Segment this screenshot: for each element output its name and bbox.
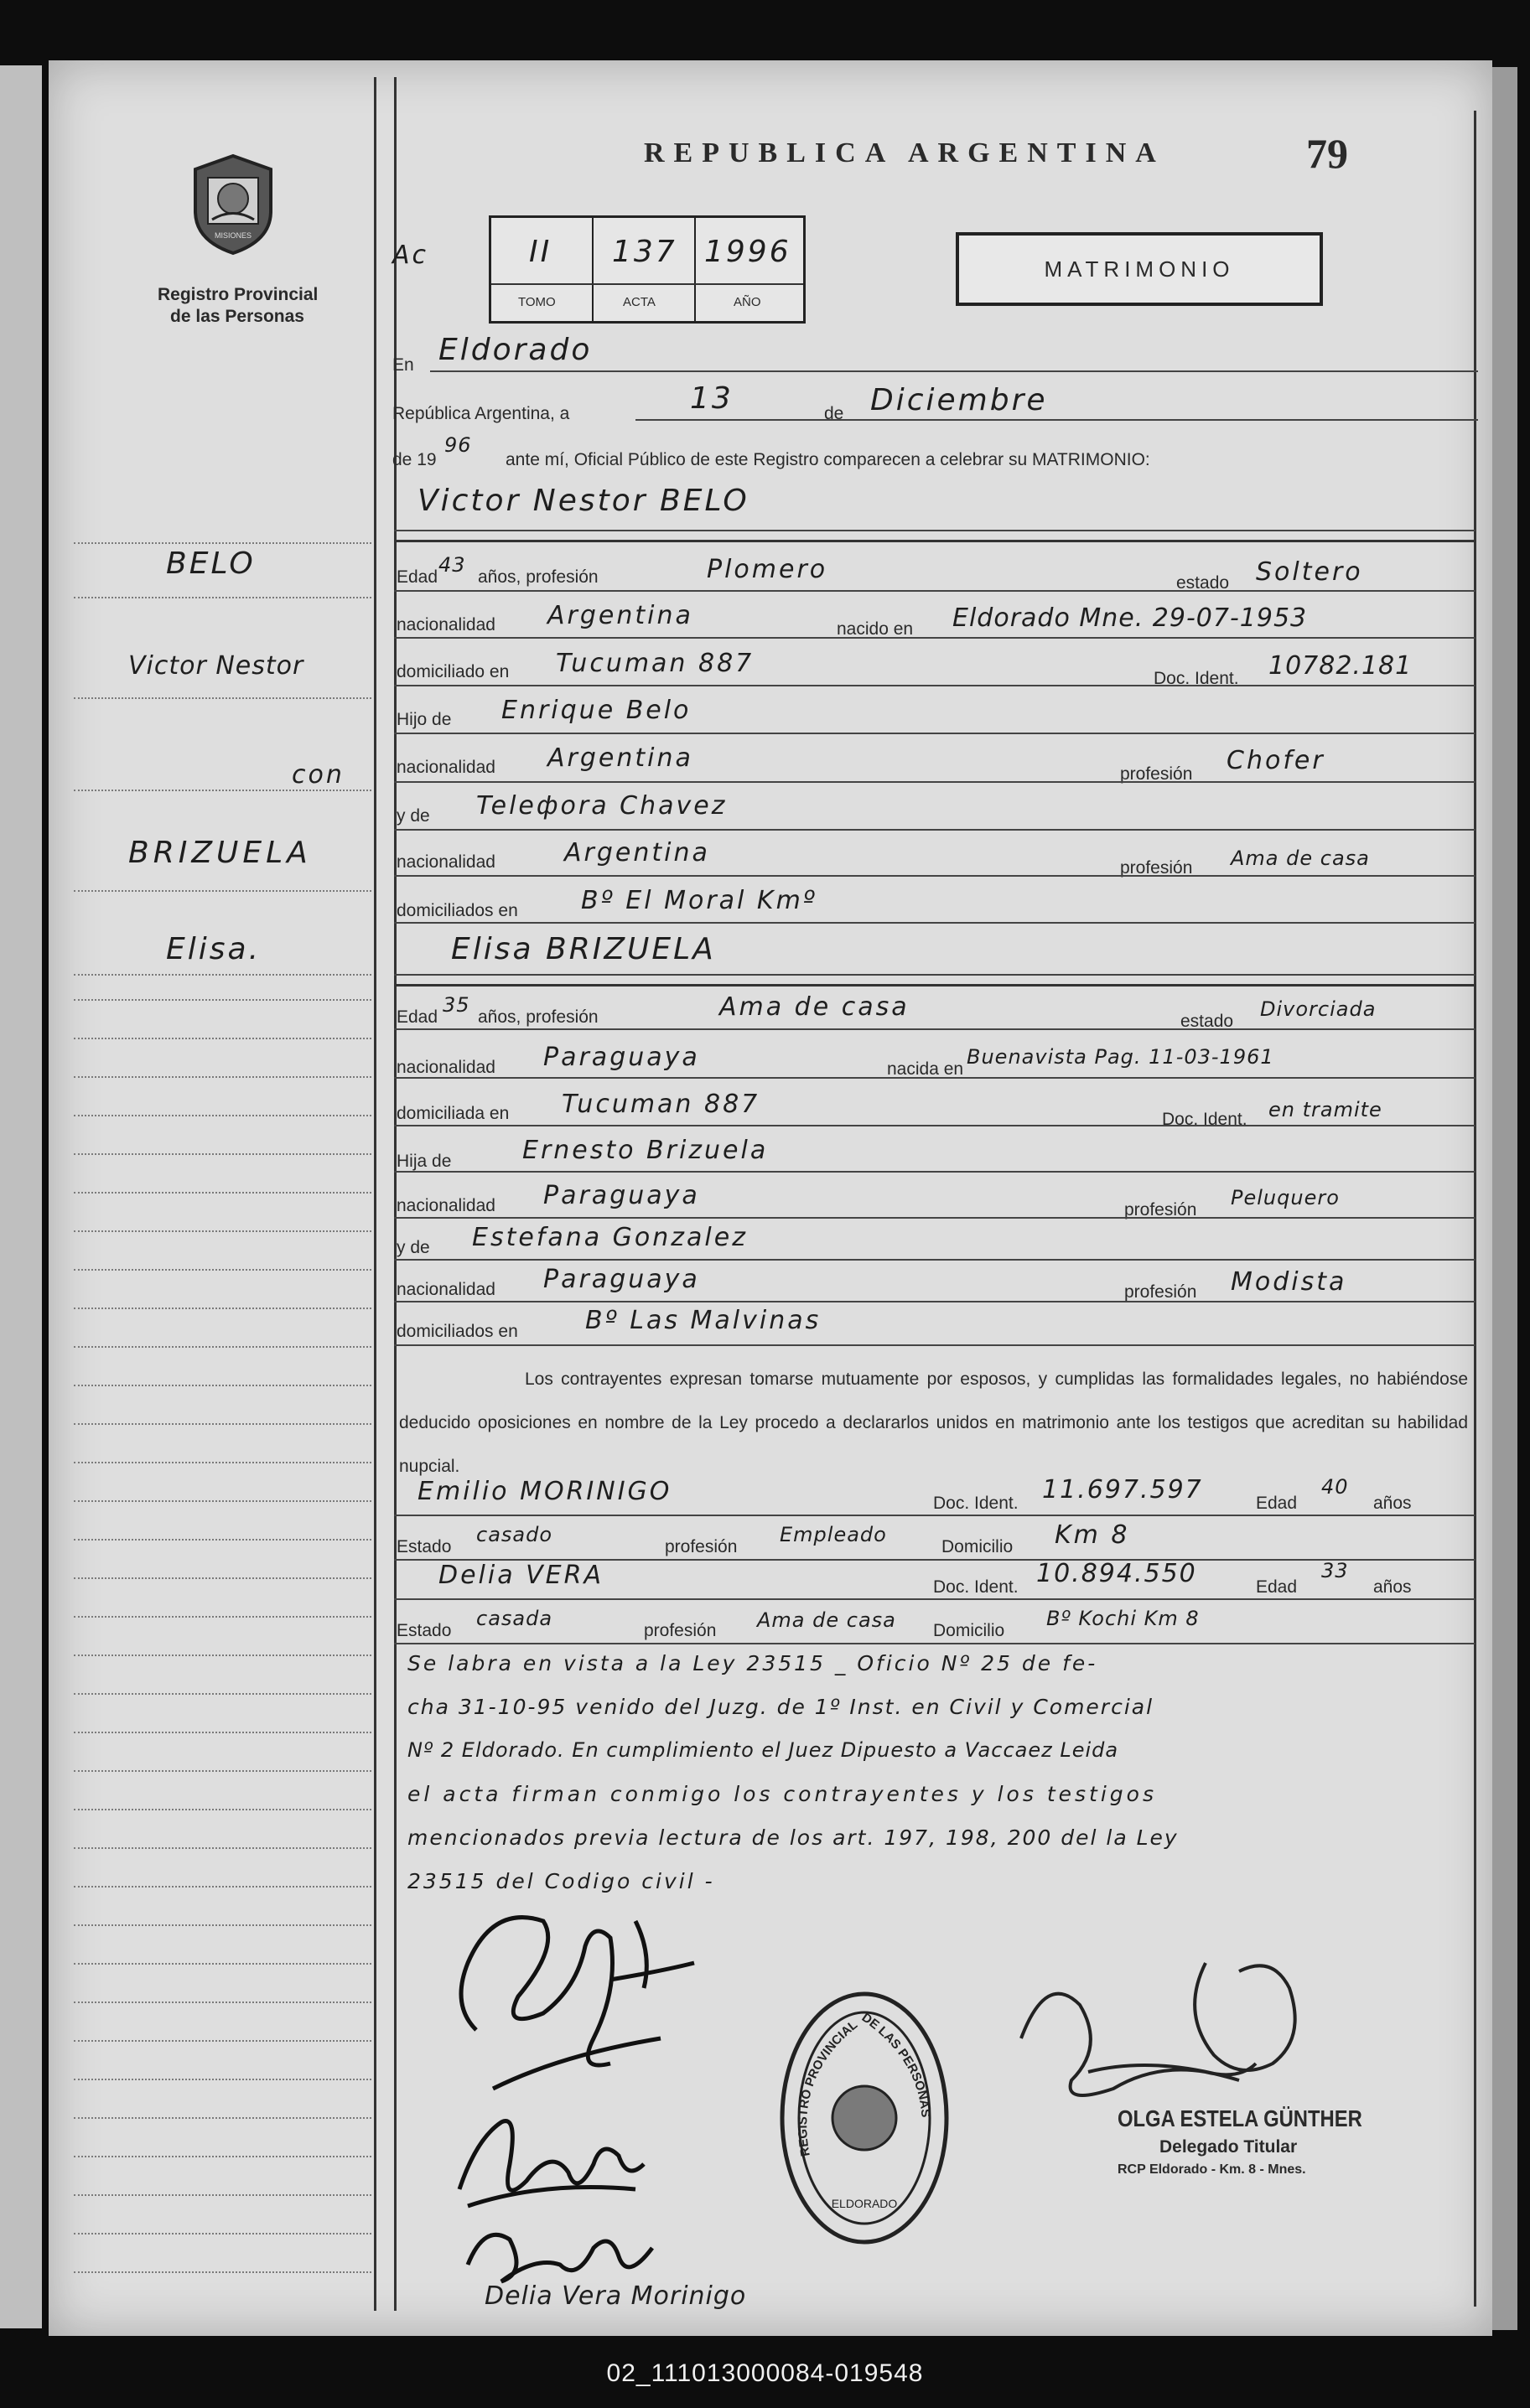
witness1-doc-label: Doc. Ident. — [933, 1494, 1019, 1513]
bride-mother-nationality: Paraguaya — [543, 1265, 700, 1294]
witness1-edad-label: Edad — [1256, 1494, 1298, 1513]
margin-ruling-line — [74, 1655, 371, 1656]
note-line: 23515 del Codigo civil - — [407, 1869, 715, 1893]
official-office: RCP Eldorado - Km. 8 - Mnes. — [1118, 2162, 1306, 2177]
groom-father-prof-label: profesión — [1120, 764, 1193, 784]
witness2-name: Delia VERA — [438, 1561, 604, 1590]
place-value: Eldorado — [438, 333, 593, 367]
witness1-address: Km 8 — [1055, 1520, 1130, 1550]
margin-ruling-line — [74, 2233, 371, 2235]
bride-birthplace: Buenavista Pag. 11-03-1961 — [967, 1045, 1274, 1069]
margin-ruling-line — [74, 2156, 371, 2157]
witness2-edad-label: Edad — [1256, 1577, 1298, 1597]
margin-ruling-line — [74, 1616, 371, 1618]
svg-text:MISIONES: MISIONES — [214, 231, 252, 240]
margin-names-1: Victor Nestor — [128, 651, 304, 681]
bride-mother-profession: Modista — [1231, 1267, 1347, 1297]
groom-name-line — [394, 530, 1476, 531]
ano-cell — [696, 218, 801, 321]
bride-name-line — [394, 974, 1476, 976]
tomo-label: TOMO — [518, 295, 556, 309]
margin-ruling-line — [74, 1153, 371, 1155]
groom-estado-label: estado — [1176, 573, 1230, 593]
margin-ruling-line — [74, 1462, 371, 1463]
witness1-anos-label: años — [1373, 1494, 1412, 1513]
bride-profesion-label: años, profesión — [478, 1007, 599, 1027]
bride-estado-label: estado — [1180, 1012, 1234, 1031]
margin-ruling-line — [74, 1886, 371, 1888]
groom-address: Tucuman 887 — [556, 649, 755, 678]
margin-ruling-line — [74, 2117, 371, 2119]
margin-ruling-line — [74, 1346, 371, 1348]
witness2-estado-label: Estado — [397, 1621, 452, 1640]
margin-ruling-line — [74, 1693, 371, 1695]
groom-parents-addr-label: domiciliados en — [397, 901, 518, 920]
groom-birthplace: Eldorado Mne. 29-07-1953 — [952, 603, 1308, 633]
document-page — [49, 60, 1492, 2336]
bride-nacida-label: nacida en — [887, 1059, 964, 1079]
republic-label: República Argentina, a — [392, 404, 570, 423]
line-b7 — [394, 1301, 1476, 1302]
witness-signature-name: Delia Vera Morinigo — [485, 2281, 747, 2311]
margin-ruling-line — [74, 1115, 371, 1116]
line-g4 — [394, 733, 1476, 734]
margin-ruling-line — [74, 999, 371, 1001]
witness1-status: casado — [476, 1523, 553, 1546]
witness1-domicilio-label: Domicilio — [941, 1537, 1014, 1556]
bride-age: 35 — [443, 993, 470, 1017]
bride-doc-label: Doc. Ident. — [1162, 1110, 1247, 1129]
ano-label: AÑO — [734, 295, 761, 309]
tomo-cell — [491, 218, 594, 321]
groom-doc: 10782.181 — [1268, 651, 1413, 681]
margin-ruling-line — [74, 2271, 371, 2273]
witness1-prof-label: profesión — [665, 1537, 738, 1556]
bride-parents-addr-label: domiciliados en — [397, 1322, 518, 1341]
margin-ruling-line — [74, 1809, 371, 1810]
intro-statement: ante mí, Oficial Público de este Registro comparecen a celebrar su MATRIMONIO: — [506, 450, 1150, 469]
note-line: Nº 2 Eldorado. En cumplimiento el Juez Dipuesto a Vaccaez Leida — [407, 1738, 1119, 1762]
line-b1 — [394, 1028, 1476, 1030]
margin-ruling-line — [74, 1423, 371, 1425]
line-w4 — [394, 1643, 1476, 1644]
groom-mother-nat-label: nacionalidad — [397, 852, 495, 872]
groom-doc-label: Doc. Ident. — [1154, 669, 1239, 688]
section-divider-1 — [394, 540, 1476, 542]
marginal-note: Ac — [392, 241, 429, 270]
groom-nacido-label: nacido en — [837, 619, 914, 639]
section-divider-2 — [394, 984, 1476, 987]
margin-connector: con — [292, 760, 345, 790]
file-id-caption: 02_111013000084-019548 — [606, 2359, 924, 2387]
witness2-age: 33 — [1321, 1559, 1349, 1582]
margin-ruling-line — [74, 1308, 371, 1309]
right-page-edge — [1492, 67, 1517, 2330]
groom-domicilio-label: domiciliado en — [397, 662, 510, 681]
groom-status: Soltero — [1256, 557, 1363, 587]
margin-ruling-line — [74, 1500, 371, 1502]
declaration-text: Los contrayentes expresan tomarse mutuamente por esposos, y cumplidas las formalidades legales, no habiéndose deducido oposiciones en nombre de la Ley procedo a declararlos unidos en matrimonio ante los testigos que acreditan su habilidad nupcial. — [399, 1370, 1468, 1476]
line-b4 — [394, 1171, 1476, 1173]
bride-hija-label: Hija de — [397, 1152, 452, 1171]
bride-signature — [443, 2089, 661, 2223]
margin-surname-2: BRIZUELA — [128, 836, 312, 870]
year-suffix: 96 — [444, 433, 472, 457]
line-g6 — [394, 829, 1476, 831]
line-g5 — [394, 781, 1476, 783]
margin-ruling-line — [74, 2001, 371, 2003]
witness2-prof-label: profesión — [644, 1621, 717, 1640]
date-line — [635, 419, 1478, 421]
country-heading: REPUBLICA ARGENTINA — [644, 137, 1165, 168]
margin-ruling-line — [74, 890, 371, 892]
official-name: OLGA ESTELA GÜNTHER — [1118, 2105, 1362, 2131]
groom-father: Enrique Belo — [501, 696, 692, 725]
official-title: Delegado Titular — [1159, 2137, 1298, 2157]
margin-ruling-line — [74, 542, 371, 544]
margin-ruling-line — [74, 2040, 371, 2042]
place-line — [430, 370, 1478, 372]
note-line: cha 31-10-95 venido del Juzg. de 1º Inst. en Civil y Comercial — [407, 1695, 1154, 1719]
witness1-age: 40 — [1321, 1475, 1349, 1499]
witness2-doc-label: Doc. Ident. — [933, 1577, 1019, 1597]
groom-hijo-label: Hijo de — [397, 710, 452, 729]
line-g2 — [394, 637, 1476, 639]
margin-ruling-line — [74, 1924, 371, 1926]
left-page-edge — [0, 65, 42, 2328]
bride-father-prof-label: profesión — [1124, 1200, 1197, 1220]
margin-ruling-line — [74, 597, 371, 598]
line-b8 — [394, 1344, 1476, 1346]
margin-ruling-line — [74, 1770, 371, 1772]
bride-profession: Ama de casa — [719, 992, 910, 1022]
groom-father-nat-label: nacionalidad — [397, 758, 495, 777]
margin-ruling-line — [74, 1539, 371, 1541]
year-prefix: de 19 — [392, 450, 437, 469]
bride-status: Divorciada — [1260, 997, 1377, 1021]
groom-profession: Plomero — [707, 555, 828, 584]
witness2-address: Bº Kochi Km 8 — [1046, 1607, 1200, 1630]
witness2-status: casada — [476, 1607, 553, 1630]
svg-text:ELDORADO: ELDORADO — [831, 2197, 898, 2210]
margin-ruling-line — [74, 1269, 371, 1271]
bride-father-nat-label: nacionalidad — [397, 1196, 495, 1215]
record-box-divider — [491, 283, 803, 285]
record-number-box — [489, 215, 806, 324]
bride-edad-label: Edad — [397, 1007, 438, 1027]
bride-father-nationality: Paraguaya — [543, 1181, 700, 1210]
line-w1 — [394, 1515, 1476, 1516]
margin-ruling-line — [74, 697, 371, 699]
margin-ruling-line — [74, 1385, 371, 1386]
margin-ruling-line — [74, 2079, 371, 2080]
bride-father-profession: Peluquero — [1231, 1186, 1340, 1209]
margin-ruling-line — [74, 1230, 371, 1232]
groom-parents-address: Bº El Moral Kmº — [581, 886, 817, 915]
witness2-anos-label: años — [1373, 1577, 1412, 1597]
groom-nat-label: nacionalidad — [397, 615, 495, 634]
bride-address: Tucuman 887 — [562, 1090, 760, 1119]
witness1-doc: 11.697.597 — [1042, 1475, 1203, 1504]
margin-ruling-line — [74, 1963, 371, 1965]
margin-ruling-line — [74, 790, 371, 791]
record-type-box — [956, 232, 1323, 306]
note-line: Se labra en vista a la Ley 23515 _ Oficio Nº 25 de fe- — [407, 1651, 1098, 1675]
provincial-seal-icon — [187, 153, 279, 257]
margin-ruling-line — [74, 1732, 371, 1733]
witness1-profession: Empleado — [780, 1523, 887, 1546]
acta-cell — [594, 218, 696, 321]
note-line: mencionados previa lectura de los art. 197, 198, 200 del la Ley — [407, 1825, 1179, 1850]
bride-parents-address: Bº Las Malvinas — [585, 1306, 822, 1335]
bride-doc: en tramite — [1268, 1098, 1382, 1121]
bride-nationality: Paraguaya — [543, 1043, 700, 1072]
page-rule-right — [1474, 111, 1476, 2307]
groom-edad-label: Edad — [397, 567, 438, 587]
day-value: 13 — [690, 381, 734, 416]
registry-line-1: Registro Provincial — [158, 285, 319, 304]
bride-mother-prof-label: profesión — [1124, 1282, 1197, 1302]
line-b6 — [394, 1259, 1476, 1261]
groom-father-nationality: Argentina — [547, 743, 693, 773]
tomo-value: II — [529, 235, 552, 269]
bride-mother: Estefana Gonzalez — [472, 1223, 748, 1252]
groom-age: 43 — [438, 553, 466, 577]
line-w3 — [394, 1598, 1476, 1600]
groom-full-name: Victor Nestor BELO — [418, 484, 749, 518]
witness2-profession: Ama de casa — [757, 1608, 896, 1632]
bride-nat-label: nacionalidad — [397, 1058, 495, 1077]
bride-mother-nat-label: nacionalidad — [397, 1280, 495, 1299]
margin-rule-left — [374, 77, 376, 2311]
margin-ruling-line — [74, 1192, 371, 1194]
margin-names-2: Elisa. — [166, 932, 262, 966]
groom-father-profession: Chofer — [1227, 746, 1325, 775]
groom-nationality: Argentina — [547, 601, 693, 630]
margin-ruling-line — [74, 1847, 371, 1849]
bride-yde-label: y de — [397, 1238, 430, 1257]
bride-domicilio-label: domiciliada en — [397, 1104, 510, 1123]
groom-mother-nationality: Argentina — [564, 838, 710, 867]
line-g8 — [394, 922, 1476, 924]
acta-label: ACTA — [623, 295, 656, 309]
bride-father: Ernesto Brizuela — [522, 1136, 769, 1165]
margin-surname-1: BELO — [166, 546, 256, 581]
month-value: Diciembre — [870, 383, 1048, 417]
svg-text:REGISTRO PROVINCIAL DE LAS PER: REGISTRO PROVINCIAL DE LAS PERSONAS — [796, 2010, 933, 2158]
line-b2 — [394, 1077, 1476, 1079]
groom-yde-label: y de — [397, 806, 430, 826]
witness2-doc: 10.894.550 — [1036, 1559, 1197, 1588]
margin-ruling-line — [74, 1076, 371, 1078]
line-g7 — [394, 875, 1476, 877]
groom-profesion-label: años, profesión — [478, 567, 599, 587]
record-type-label: MATRIMONIO — [1044, 256, 1235, 282]
groom-signature — [443, 1871, 761, 2122]
margin-ruling-line — [74, 1577, 371, 1579]
margin-ruling-line — [74, 1038, 371, 1039]
groom-mother-profession: Ama de casa — [1231, 847, 1370, 870]
bride-full-name: Elisa BRIZUELA — [451, 932, 716, 966]
en-label: En — [392, 355, 414, 375]
official-stamp-icon — [776, 1988, 952, 2248]
page-number: 79 — [1306, 130, 1348, 177]
official-signature — [988, 1938, 1340, 2131]
registry-line-2: de las Personas — [170, 307, 304, 326]
line-b3 — [394, 1125, 1476, 1126]
witness1-name: Emilio MORINIGO — [418, 1477, 672, 1506]
margin-ruling-line — [74, 2194, 371, 2196]
margin-ruling-line — [74, 974, 371, 976]
note-line: el acta firman conmigo los contrayentes y los testigos — [407, 1782, 1157, 1806]
line-g1 — [394, 590, 1476, 592]
groom-mother-prof-label: profesión — [1120, 858, 1193, 878]
line-g3 — [394, 685, 1476, 686]
ano-value: 1996 — [704, 235, 791, 269]
acta-value: 137 — [612, 235, 677, 269]
witness1-estado-label: Estado — [397, 1537, 452, 1556]
de-label: de — [824, 404, 844, 423]
line-b5 — [394, 1217, 1476, 1219]
groom-mother: Teleфora Chavez — [476, 791, 728, 821]
witness2-domicilio-label: Domicilio — [933, 1621, 1005, 1640]
